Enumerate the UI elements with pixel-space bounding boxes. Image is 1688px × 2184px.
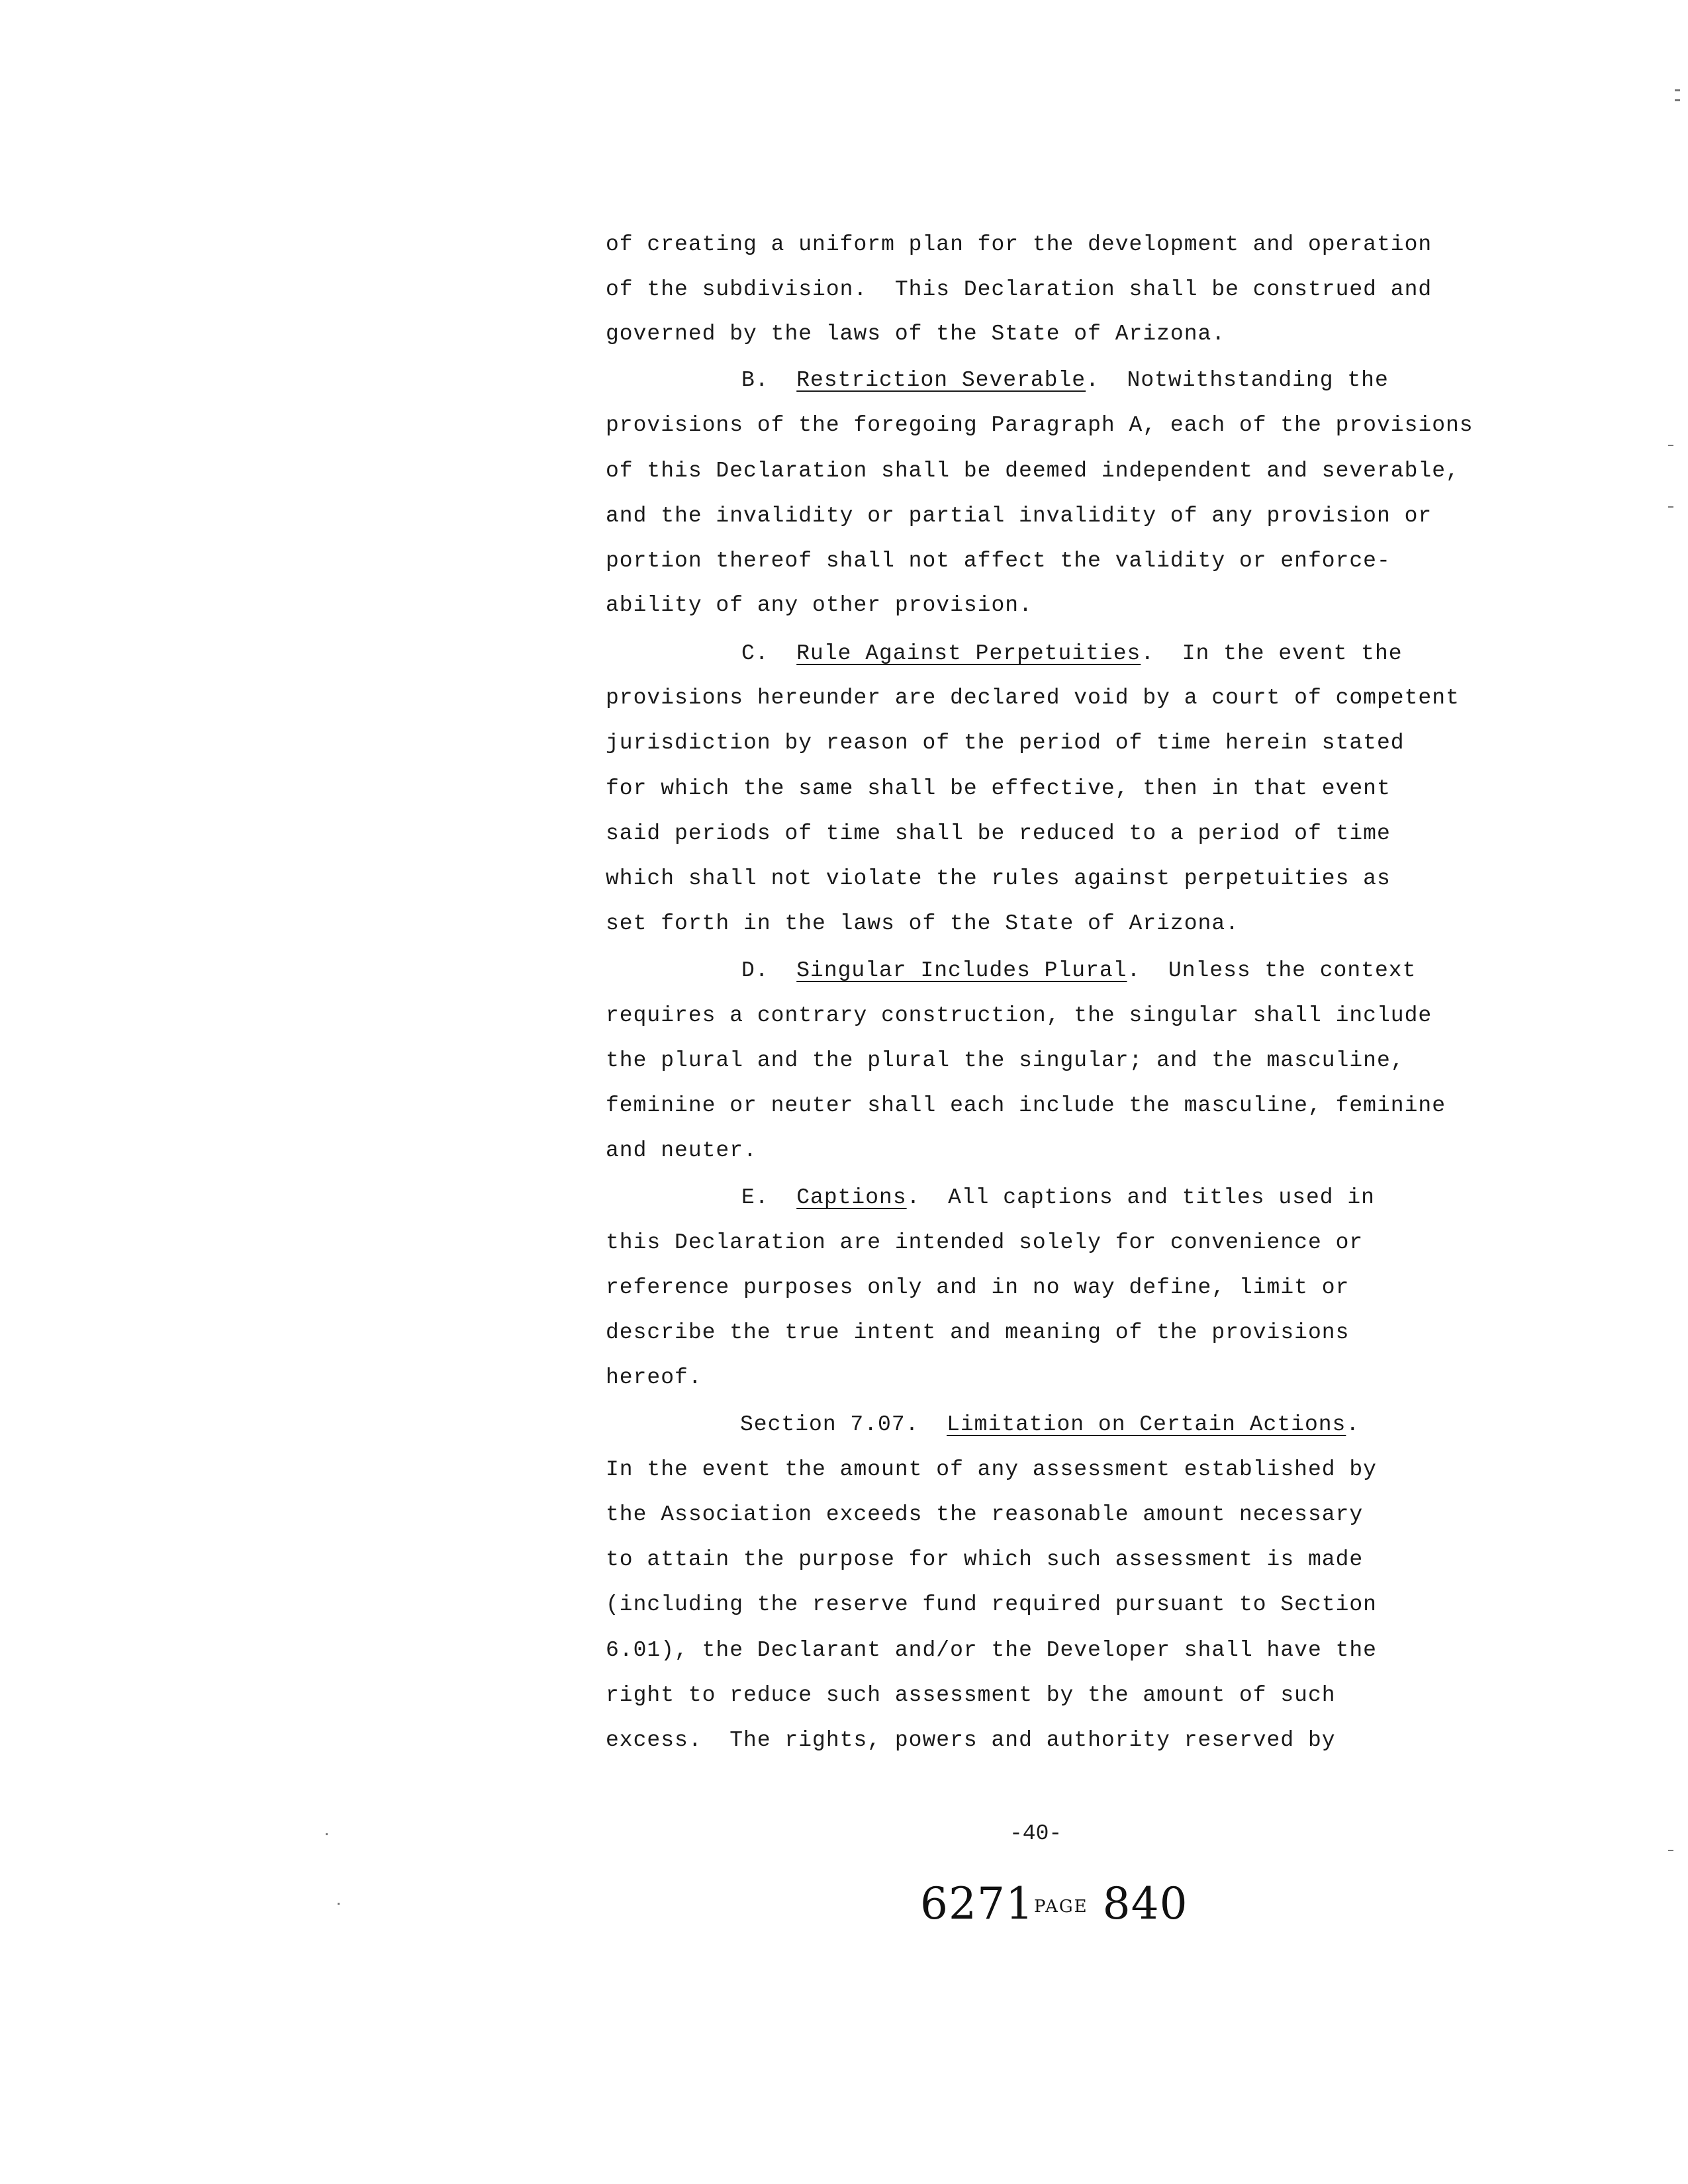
- text-line: which shall not violate the rules against perpetuities as: [606, 866, 1391, 891]
- book-mark: PAGE: [1033, 1897, 1088, 1917]
- scan-mark: [1675, 89, 1680, 91]
- text-line: feminine or neuter shall each include the masculine, feminine: [606, 1093, 1446, 1118]
- paragraph-heading: Rule Against Perpetuities: [796, 641, 1141, 666]
- text-line: right to reduce such assessment by the amount of such: [606, 1683, 1336, 1707]
- text-line: hereof.: [606, 1365, 702, 1390]
- text-line: requires a contrary construction, the singular shall include: [606, 1003, 1432, 1028]
- recording-stamp: [920, 1878, 1188, 1929]
- text-line: for which the same shall be effective, then in that event: [606, 776, 1391, 801]
- text-line: said periods of time shall be reduced to a period of time: [606, 821, 1391, 846]
- text-line: (including the reserve fund required pursuant to Section: [606, 1592, 1377, 1617]
- scan-mark: [1668, 506, 1673, 508]
- paragraph-e-heading-line: E. Captions. All captions and titles used in: [741, 1185, 1375, 1210]
- book-number: 6271: [920, 1878, 1034, 1929]
- paragraph-b-heading-line: B. Restriction Severable. Notwithstanding the: [741, 368, 1389, 392]
- paragraph-label: E.: [741, 1185, 769, 1210]
- page-number: -40-: [1009, 1821, 1062, 1846]
- paragraph-label: B.: [741, 368, 769, 392]
- text-line: set forth in the laws of the State of Arizona.: [606, 911, 1239, 936]
- text-line: governed by the laws of the State of Arizona.: [606, 322, 1226, 346]
- text-line: and neuter.: [606, 1138, 757, 1163]
- text-line: excess. The rights, powers and authority reserved by: [606, 1728, 1336, 1752]
- paragraph-d-heading-line: D. Singular Includes Plural. Unless the context: [741, 958, 1417, 983]
- scan-mark: [338, 1903, 340, 1905]
- paragraph-heading: Singular Includes Plural: [796, 958, 1127, 983]
- scan-mark: [326, 1833, 328, 1835]
- text-line: this Declaration are intended solely for convenience or: [606, 1230, 1364, 1255]
- text-line: jurisdiction by reason of the period of time herein stated: [606, 731, 1405, 755]
- paragraph-c-heading-line: C. Rule Against Perpetuities. In the event the: [741, 641, 1403, 666]
- text-line: provisions hereunder are declared void by a court of competent: [606, 686, 1460, 710]
- paragraph-first-text: All captions and titles used in: [920, 1185, 1375, 1210]
- scan-mark: [1675, 99, 1680, 101]
- paragraph-first-text: Unless the context: [1141, 958, 1417, 983]
- text-line: of this Declaration shall be deemed independent and severable,: [606, 459, 1460, 483]
- page-stamp: 840: [1102, 1878, 1188, 1929]
- text-line: the plural and the plural the singular; and the masculine,: [606, 1048, 1405, 1073]
- text-line: ability of any other provision.: [606, 593, 1033, 617]
- text-line: describe the true intent and meaning of the provisions: [606, 1320, 1350, 1345]
- text-line: the Association exceeds the reasonable amount necessary: [606, 1502, 1364, 1527]
- text-line: In the event the amount of any assessment established by: [606, 1457, 1377, 1482]
- paragraph-label: D.: [741, 958, 769, 983]
- paragraph-heading: Captions: [796, 1185, 907, 1210]
- section-heading: Limitation on Certain Actions: [947, 1412, 1346, 1437]
- text-line: of creating a uniform plan for the development and operation: [606, 232, 1432, 257]
- paragraph-first-text: Notwithstanding the: [1099, 368, 1389, 392]
- text-line: portion thereof shall not affect the validity or enforce-: [606, 549, 1391, 573]
- section-label: Section 7.07.: [740, 1412, 919, 1437]
- text-line: provisions of the foregoing Paragraph A, each of the provisions: [606, 413, 1474, 437]
- section-707-heading-line: Section 7.07. Limitation on Certain Actions.: [740, 1412, 1360, 1437]
- paragraph-label: C.: [741, 641, 769, 666]
- text-line: reference purposes only and in no way define, limit or: [606, 1275, 1350, 1300]
- text-line: 6.01), the Declarant and/or the Developer shall have the: [606, 1638, 1377, 1662]
- scan-mark: [1668, 1850, 1673, 1851]
- text-line: and the invalidity or partial invalidity of any provision or: [606, 504, 1432, 528]
- paragraph-first-text: In the event the: [1154, 641, 1403, 666]
- text-line: to attain the purpose for which such assessment is made: [606, 1547, 1364, 1572]
- text-line: of the subdivision. This Declaration shall be construed and: [606, 277, 1432, 302]
- scan-mark: [1668, 445, 1673, 446]
- paragraph-heading: Restriction Severable: [796, 368, 1086, 392]
